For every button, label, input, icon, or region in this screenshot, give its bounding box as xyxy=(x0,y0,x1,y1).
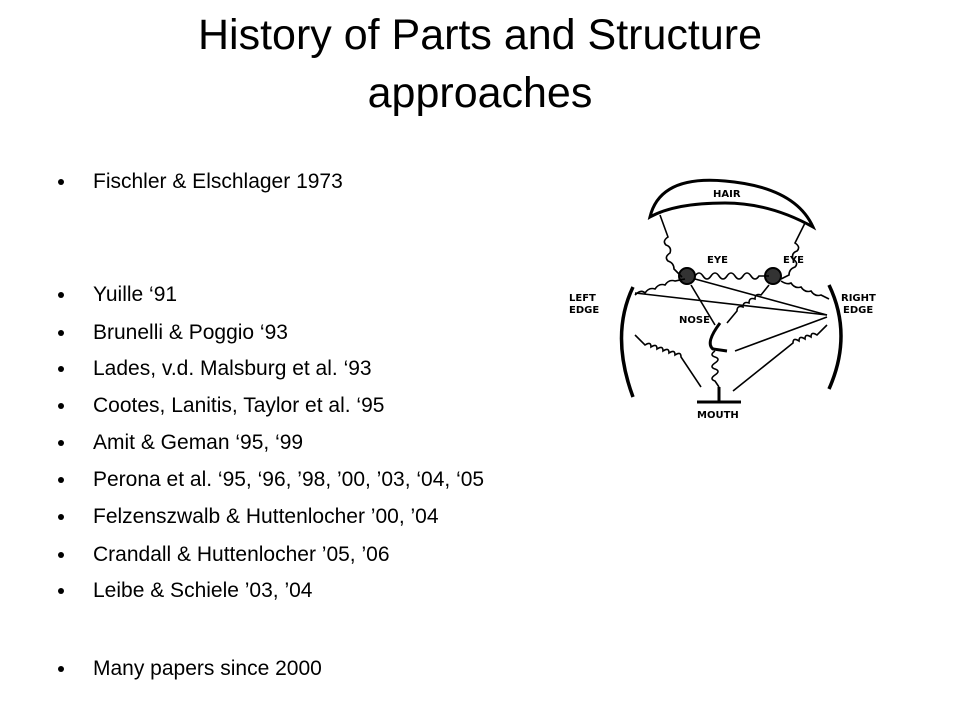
spring-connections xyxy=(635,215,829,391)
slide: History of Parts and Structure approaches Fischler & Elschlager 1973 Yuille ‘91 Brunelli & Poggio ‘93 Lades, v.d. Malsburg et al. ‘93 Cootes, Lanitis, Taylor et al. ‘95 Amit & Geman ‘95, ‘99 Perona et al. ‘95, ‘96, ’98, ’00, ’03, ‘04, ‘05 Felzenszwalb & Huttenlocher ’00, ’04 Crandall & Huttenlocher ’05, ’06 Leibe & Schiele ’03, ’04 Many papers since 2000 HAIR EYE EYE LEFT EDGE RIGHT EDGE NOSE MOUTH xyxy=(0,0,960,720)
face-model-diagram xyxy=(555,175,895,425)
right-edge-label-2: EDGE xyxy=(843,305,874,316)
right-edge-part xyxy=(829,285,841,389)
bullet-icon xyxy=(58,514,64,520)
left-edge-label-2: EDGE xyxy=(569,305,600,316)
slide-title xyxy=(80,6,880,122)
bullet-icon xyxy=(58,292,64,298)
nose-part xyxy=(710,323,727,351)
mouth-label: MOUTH xyxy=(697,410,739,421)
left-edge-label-1: LEFT xyxy=(569,293,596,304)
hair-part xyxy=(650,180,813,227)
bullet-icon xyxy=(58,666,64,672)
nose-label: NOSE xyxy=(679,315,710,326)
bullet-icon xyxy=(58,588,64,594)
left-edge-part xyxy=(622,287,634,397)
left-eye-label: EYE xyxy=(707,255,728,266)
title-line-2: approaches xyxy=(367,69,593,117)
right-eye-label: EYE xyxy=(783,255,804,266)
bullet-icon xyxy=(58,403,64,409)
hair-label: HAIR xyxy=(713,189,741,200)
bullet-icon xyxy=(58,366,64,372)
bullet-icon xyxy=(58,179,64,185)
bullet-icon xyxy=(58,330,64,336)
bullet-icon xyxy=(58,552,64,558)
bullet-icon xyxy=(58,440,64,446)
bullet-icon xyxy=(58,477,64,483)
title-line-1: History of Parts and Structure xyxy=(198,11,762,59)
right-edge-label-1: RIGHT xyxy=(841,293,876,304)
